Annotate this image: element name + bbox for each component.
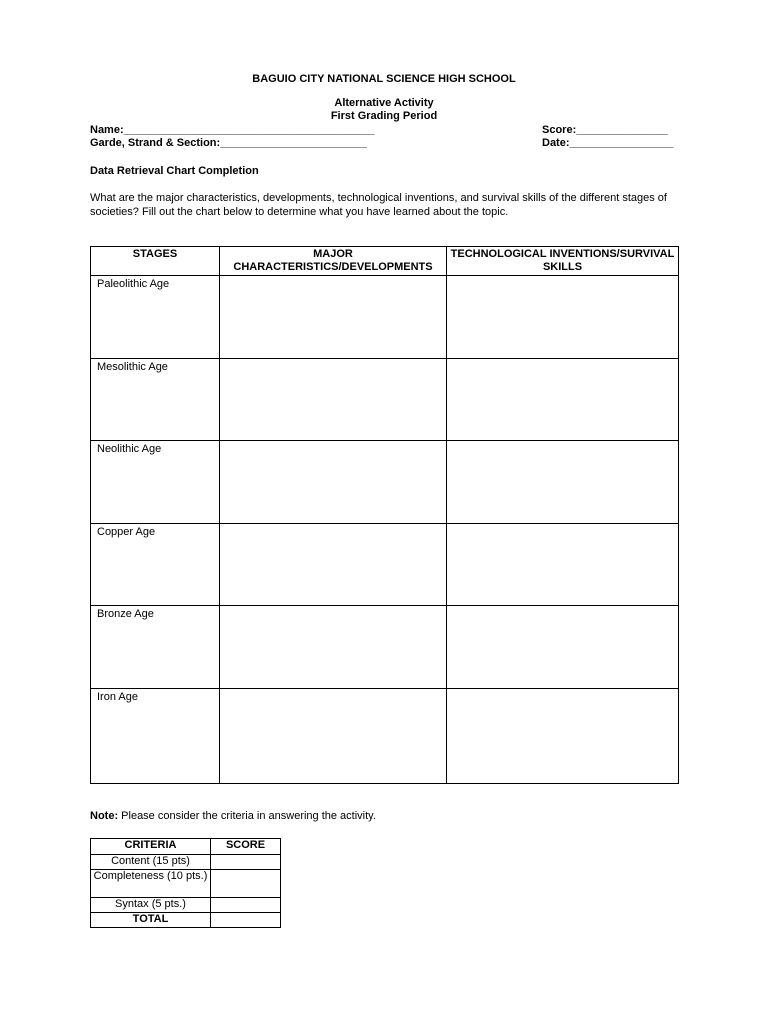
characteristics-cell[interactable] bbox=[220, 689, 447, 784]
inventions-cell[interactable] bbox=[447, 276, 679, 359]
header-score: SCORE bbox=[211, 839, 281, 855]
note-text: Please consider the criteria in answering the activity. bbox=[118, 810, 376, 822]
grade-section-field[interactable]: Garde, Strand & Section:________________________ bbox=[90, 137, 368, 149]
table-row bbox=[91, 359, 679, 441]
criteria-header-row bbox=[91, 839, 281, 855]
note-label: Note: bbox=[90, 810, 119, 822]
characteristics-cell[interactable] bbox=[220, 276, 447, 359]
inventions-cell[interactable] bbox=[447, 689, 679, 784]
characteristics-cell[interactable] bbox=[220, 359, 447, 441]
criteria-label: Content (15 pts) bbox=[91, 855, 211, 870]
header-criteria: CRITERIA bbox=[91, 839, 211, 855]
stage-label: Mesolithic Age bbox=[91, 359, 220, 441]
table-row bbox=[91, 606, 679, 689]
chart-header-row bbox=[91, 247, 679, 276]
criteria-table bbox=[90, 838, 281, 928]
table-row bbox=[91, 913, 281, 928]
inventions-cell[interactable] bbox=[447, 359, 679, 441]
score-cell[interactable] bbox=[211, 870, 281, 898]
table-row bbox=[91, 855, 281, 870]
date-field[interactable]: Date:_________________ bbox=[542, 137, 674, 149]
stage-label: Bronze Age bbox=[91, 606, 220, 689]
criteria-total-label: TOTAL bbox=[91, 913, 211, 928]
name-field[interactable]: Name:_________________________________________ bbox=[90, 124, 375, 136]
characteristics-cell[interactable] bbox=[220, 441, 447, 524]
stage-label: Iron Age bbox=[91, 689, 220, 784]
criteria-label: Completeness (10 pts.) bbox=[91, 870, 211, 898]
characteristics-cell[interactable] bbox=[220, 524, 447, 606]
header-characteristics: MAJOR CHARACTERISTICS/DEVELOPMENTS bbox=[220, 247, 447, 276]
stage-label: Neolithic Age bbox=[91, 441, 220, 524]
criteria-label: Syntax (5 pts.) bbox=[91, 898, 211, 913]
stage-label: Paleolithic Age bbox=[91, 276, 220, 359]
table-row bbox=[91, 441, 679, 524]
characteristics-cell[interactable] bbox=[220, 606, 447, 689]
inventions-cell[interactable] bbox=[447, 524, 679, 606]
note-line bbox=[90, 810, 376, 822]
table-row bbox=[91, 276, 679, 359]
total-score-cell[interactable] bbox=[211, 913, 281, 928]
stage-label: Copper Age bbox=[91, 524, 220, 606]
data-retrieval-chart bbox=[90, 246, 679, 784]
school-name: BAGUIO CITY NATIONAL SCIENCE HIGH SCHOOL bbox=[252, 73, 516, 85]
table-row bbox=[91, 689, 679, 784]
inventions-cell[interactable] bbox=[447, 441, 679, 524]
table-row bbox=[91, 524, 679, 606]
instructions-text: What are the major characteristics, developments, technological inventions, and survival skills of the different stages of societies? Fill out the chart below to determine what you have learned about the topic. bbox=[90, 192, 667, 218]
score-field[interactable]: Score:_______________ bbox=[542, 124, 669, 136]
score-cell[interactable] bbox=[211, 855, 281, 870]
inventions-cell[interactable] bbox=[447, 606, 679, 689]
score-cell[interactable] bbox=[211, 898, 281, 913]
section-title: Data Retrieval Chart Completion bbox=[90, 165, 259, 177]
activity-title: Alternative Activity bbox=[334, 97, 434, 109]
header-inventions: TECHNOLOGICAL INVENTIONS/SURVIVAL SKILLS bbox=[447, 247, 679, 276]
table-row bbox=[91, 870, 281, 898]
header-stages: STAGES bbox=[91, 247, 220, 276]
table-row bbox=[91, 898, 281, 913]
grading-period: First Grading Period bbox=[330, 110, 438, 122]
